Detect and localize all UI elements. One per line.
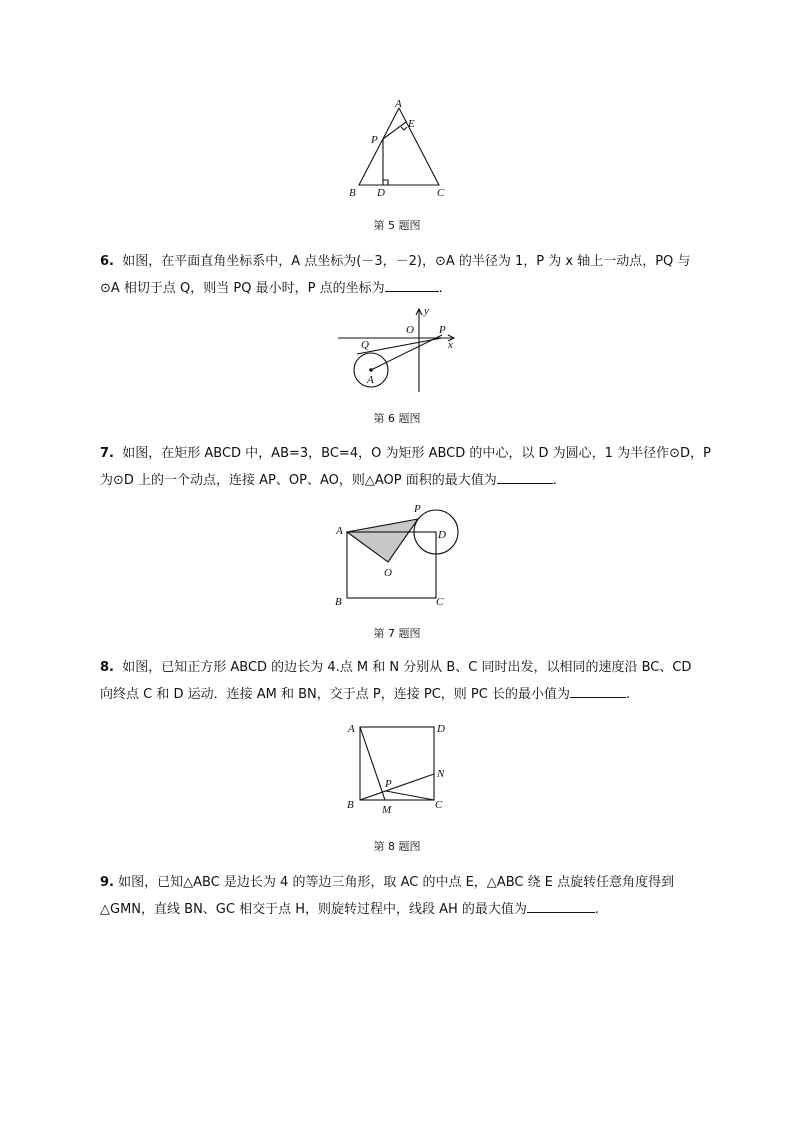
label-b: B <box>349 187 356 199</box>
label-p: P <box>371 134 378 146</box>
problem-8-text-1: 如图，已知正方形 ABCD 的边长为 4.点 M 和 N 分别从 B、C 同时出发，以相同的速度沿 BC、CD <box>122 660 692 675</box>
label-c: C <box>437 187 445 199</box>
answer-blank-8[interactable] <box>570 683 626 698</box>
right-angle-mark-d <box>383 180 388 185</box>
segment-pc <box>386 791 434 800</box>
problem-8-end: . <box>625 687 631 702</box>
label-d: D <box>437 723 445 735</box>
segment-qp <box>357 338 442 354</box>
answer-blank-7[interactable] <box>497 469 553 484</box>
label-q: Q <box>361 339 369 351</box>
problem-9-text-1: 如图，已知△ABC 是边长为 4 的等边三角形，取 AC 的中点 E，△ABC 绕 E 点旋转任意角度得到 <box>118 875 675 890</box>
problem-7-line-1 <box>100 440 740 467</box>
figure-8-diagram <box>340 718 460 824</box>
problem-7-line-2 <box>100 467 740 494</box>
center-point-a <box>369 368 373 372</box>
figure-7-diagram <box>330 500 466 610</box>
label-y: y <box>424 305 429 317</box>
caption-figure-6: 第 6 题图 <box>373 412 421 425</box>
label-m: M <box>382 804 392 816</box>
figure-7 <box>330 500 466 610</box>
answer-blank-9[interactable] <box>527 898 595 913</box>
caption-figure-7: 第 7 题图 <box>373 627 421 640</box>
problem-6-end: . <box>438 281 443 296</box>
label-p: P <box>385 778 392 790</box>
caption-figure-5: 第 5 题图 <box>373 219 421 232</box>
problem-7-end: . <box>552 473 557 488</box>
problem-6-line-1 <box>100 248 740 275</box>
segment-ap <box>371 335 442 370</box>
segment-pe <box>383 122 406 139</box>
shaded-triangle-aop <box>347 519 418 562</box>
problem-8 <box>100 654 740 708</box>
label-p: P <box>439 324 446 336</box>
label-a: A <box>367 374 374 386</box>
problem-8-line-1 <box>100 654 740 681</box>
label-o: O <box>406 324 414 336</box>
answer-blank-6[interactable] <box>385 277 439 292</box>
figure-5-diagram <box>340 96 460 206</box>
right-angle-mark-e <box>401 127 407 130</box>
problem-9-line-2 <box>100 896 740 923</box>
problem-9-text-2: △GMN，直线 BN、GC 相交于点 H，则旋转过程中，线段 AH 的最大值为 <box>100 902 527 917</box>
problem-6-line-2 <box>100 275 740 302</box>
label-c: C <box>436 596 444 608</box>
segment-bn <box>360 774 434 800</box>
problem-6 <box>100 248 740 302</box>
problem-8-line-2 <box>100 681 740 708</box>
label-d: D <box>438 529 446 541</box>
problem-8-text-2: 向终点 C 和 D 运动．连接 AM 和 BN，交于点 P，连接 PC，则 PC 长的最小值为 <box>100 687 570 702</box>
problem-9 <box>100 869 740 923</box>
label-d: D <box>377 187 385 199</box>
label-a: A <box>336 525 343 537</box>
problem-6-number: 6. <box>100 254 114 269</box>
segment-am <box>360 727 385 800</box>
triangle-abc <box>359 108 439 185</box>
problem-7-text-2: 为⊙D 上的一个动点，连接 AP、OP、AO，则△AOP 面积的最大值为 <box>100 473 497 488</box>
problem-6-text-2: ⊙A 相切于点 Q，则当 PQ 最小时，P 点的坐标为 <box>100 281 385 296</box>
problem-8-number: 8. <box>100 660 114 675</box>
label-b: B <box>335 596 342 608</box>
problem-7-number: 7. <box>100 446 114 461</box>
label-b: B <box>347 799 354 811</box>
label-n: N <box>437 768 445 780</box>
problem-9-line-1 <box>100 869 740 896</box>
problem-6-text-1: 如图，在平面直角坐标系中，A 点坐标为(－3，－2)，⊙A 的半径为 1，P 为 x 轴上一动点，PQ 与 <box>122 254 691 269</box>
label-a: A <box>395 98 402 110</box>
square-abcd <box>360 727 434 800</box>
problem-7-text-1: 如图，在矩形 ABCD 中，AB=3，BC=4，O 为矩形 ABCD 的中心，以 D 为圆心，1 为半径作⊙D，P <box>122 446 711 461</box>
label-p: P <box>414 503 421 515</box>
label-e: E <box>408 118 415 130</box>
figure-6 <box>330 304 466 396</box>
figure-5 <box>340 96 460 206</box>
label-x: x <box>448 339 453 351</box>
caption-figure-8: 第 8 题图 <box>373 840 421 853</box>
problem-9-number: 9. <box>100 875 114 890</box>
label-c: C <box>435 799 443 811</box>
label-o: O <box>384 567 392 579</box>
problem-7 <box>100 440 740 494</box>
figure-8 <box>340 718 460 824</box>
problem-9-end: . <box>594 902 600 917</box>
figure-6-diagram <box>330 304 466 396</box>
label-a: A <box>348 723 355 735</box>
